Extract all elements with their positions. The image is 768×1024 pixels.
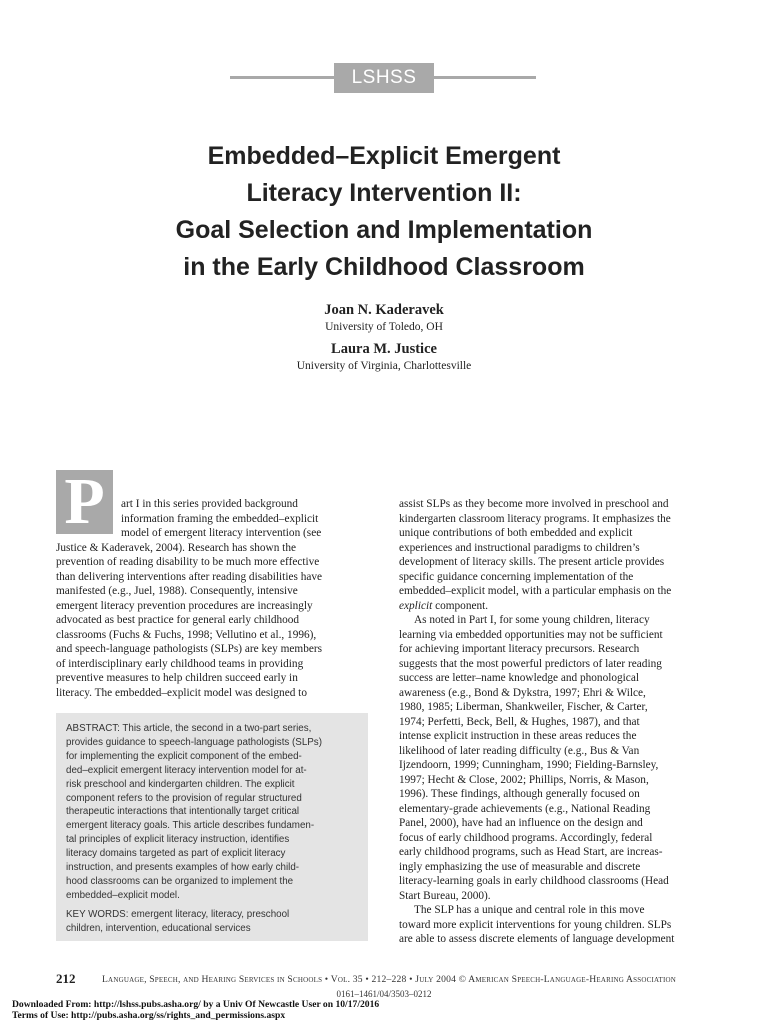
keywords-line: KEY WORDS: emergent literacy, literacy, preschool <box>66 909 290 920</box>
download-notice <box>12 999 379 1021</box>
article-title <box>84 138 684 286</box>
keywords-line: children, intervention, educational services <box>66 922 251 934</box>
journal-badge: LSHSS <box>334 63 434 93</box>
download-line: Downloaded From: http://lshss.pubs.asha.org/ by a Univ Of Newcastle User on 10/17/2016 <box>12 999 380 1010</box>
text-line: embedded–explicit model, with a particular emphasis on the <box>399 585 672 597</box>
text-line: Justice & Kaderavek, 2004). Research has shown the <box>56 541 296 554</box>
abstract-line: tal principles of explicit literacy instruction, identifies <box>66 834 290 846</box>
text-line: Ijzendoorn, 1999; Cunningham, 1990; Fielding-Barnsley, <box>399 759 659 771</box>
text-line: success are letter–name knowledge and phonological <box>399 672 639 684</box>
text-line: than delivering interventions after reading disabilities have <box>56 570 323 583</box>
text-line: information framing the embedded–explicit <box>121 512 319 525</box>
right-column-text <box>399 497 715 947</box>
text-line: 1996). These findings, although generally focused on <box>399 788 640 800</box>
title-line: Literacy Intervention II: <box>246 179 522 207</box>
text-line: As noted in Part I, for some young children, literacy <box>414 614 650 626</box>
text-line: advocated as best practice for general early childhood <box>56 614 300 626</box>
text-line: emergent literacy prevention procedures are increasingly <box>56 599 313 612</box>
abstract-line: ABSTRACT: This article, the second in a two-part series, <box>66 723 312 734</box>
emphasis-text: explicit <box>399 599 433 612</box>
text-line: model of emergent literacy intervention (see <box>121 527 322 539</box>
text-line: unique contributions of both embedded and explicit <box>399 527 633 539</box>
text-line: 1997; Hecht & Close, 2002; Phillips, Norris, & Mason, <box>399 773 649 786</box>
text-line: awareness (e.g., Bond & Dykstra, 1997; Ehri & Wilce, <box>399 686 646 699</box>
text-line: assist SLPs as they become more involved in preschool and <box>399 498 669 510</box>
issn-line: 0161–1461/04/3503–0212 <box>336 989 432 999</box>
text-line: Start Bureau, 2000). <box>399 889 491 902</box>
text-line: 1974; Perfetti, Beck, Bell, & Hughes, 1987), and that <box>399 715 640 728</box>
keywords <box>66 908 289 936</box>
text-line: 1980, 1985; Liberman, Shankweiler, Fischer, & Carter, <box>399 701 648 713</box>
text-line: intense explicit instruction in these areas reduces the <box>399 730 637 742</box>
text-line: Panel, 2000), have had an influence on the design and <box>399 817 643 829</box>
abstract-line: component refers to the provision of regular structured <box>66 792 302 804</box>
page-number: 212 <box>56 971 76 986</box>
text-line: learning via embedded opportunities may not be sufficient <box>399 628 663 641</box>
text-line: The SLP has a unique and central role in this move <box>414 904 645 916</box>
badge-rule-right <box>434 76 536 79</box>
abstract-box <box>56 713 368 941</box>
text-line: art I in this series provided background <box>121 498 298 510</box>
journal-citation: Language, Speech, and Hearing Services in Schools • Vol. 35 • 212–228 • July 2004 © American Speech-Language-Hearing Association <box>102 974 677 985</box>
text-line: preventive measures to help children succeed early in <box>56 672 298 684</box>
abstract-line: emergent literacy goals. This article describes fundamen- <box>66 820 315 832</box>
left-column-text <box>56 497 362 700</box>
text-line: classrooms (Fuchs & Fuchs, 1998; Vellutino et al., 1996), <box>56 628 317 641</box>
author-name: Laura M. Justice <box>331 341 437 357</box>
author-name: Joan N. Kaderavek <box>324 302 444 318</box>
badge-rule-left <box>230 76 334 79</box>
drop-cap: P <box>56 470 113 534</box>
abstract-line: ded–explicit emergent literacy intervention model for at- <box>66 764 307 776</box>
text-line: experiences and instructional paradigms to children’s <box>399 541 640 554</box>
text-line: kindergarten classroom literacy programs. It emphasizes the <box>399 512 671 525</box>
title-line: in the Early Childhood Classroom <box>183 253 585 281</box>
text-line: literacy-learning goals in early childhood classrooms (Head <box>399 875 669 887</box>
text-line: prevention of reading disability to be much more effective <box>56 556 320 568</box>
abstract-line: instruction, and presents examples of how early child- <box>66 862 300 874</box>
text-line: and speech-language pathologists (SLPs) are key members <box>56 643 323 655</box>
author-affiliation: University of Toledo, OH <box>325 321 443 333</box>
text-line: focus of early childhood programs. Accordingly, federal <box>399 831 653 844</box>
terms-line: Terms of Use: http://pubs.asha.org/ss/rights_and_permissions.aspx <box>12 1010 286 1021</box>
text-line: early childhood programs, such as Head Start, are increas- <box>399 846 663 858</box>
abstract-line: hood classrooms can be organized to implement the <box>66 875 294 887</box>
text-line: for achieving important literacy precursors. Research <box>399 643 640 655</box>
abstract-line: for implementing the explicit component of the embed- <box>66 750 302 762</box>
text-line: manifested (e.g., Juel, 1988). Consequently, intensive <box>56 585 298 597</box>
text-line: specific guidance concerning implementation of the <box>399 570 634 583</box>
abstract-line: embedded–explicit model. <box>66 889 180 901</box>
text-line: suggests that the most powerful predictors of later reading <box>399 657 662 670</box>
abstract-line: literacy domains targeted as part of explicit literacy <box>66 848 286 860</box>
text-line: elementary-grade achievements (e.g., National Reading <box>399 802 651 815</box>
text-line: ingly emphasizing the use of measurable and discrete <box>399 860 641 873</box>
text-line: toward more explicit interventions for young children. SLPs <box>399 918 672 931</box>
abstract-line: therapeutic interactions that intentionally target critical <box>66 806 300 818</box>
text-line <box>399 599 715 614</box>
text-fragment: component. <box>432 599 489 612</box>
abstract-line: provides guidance to speech-language pathologists (SLPs) <box>66 736 322 748</box>
text-line: are able to assess discrete elements of language development <box>399 933 675 945</box>
title-line: Embedded–Explicit Emergent <box>207 142 561 170</box>
text-line: literacy. The embedded–explicit model was designed to <box>56 686 307 699</box>
abstract-line: risk preschool and kindergarten children. The explicit <box>66 778 295 790</box>
title-line: Goal Selection and Implementation <box>175 216 593 244</box>
text-line: likelihood of later reading difficulty (e.g., Bus & Van <box>399 744 640 757</box>
author-affiliation: University of Virginia, Charlottesville <box>296 360 472 372</box>
abstract-text <box>66 722 322 903</box>
text-line: of interdisciplinary early childhood teams in providing <box>56 657 304 670</box>
text-line: development of literacy skills. The present article provides <box>399 556 665 568</box>
